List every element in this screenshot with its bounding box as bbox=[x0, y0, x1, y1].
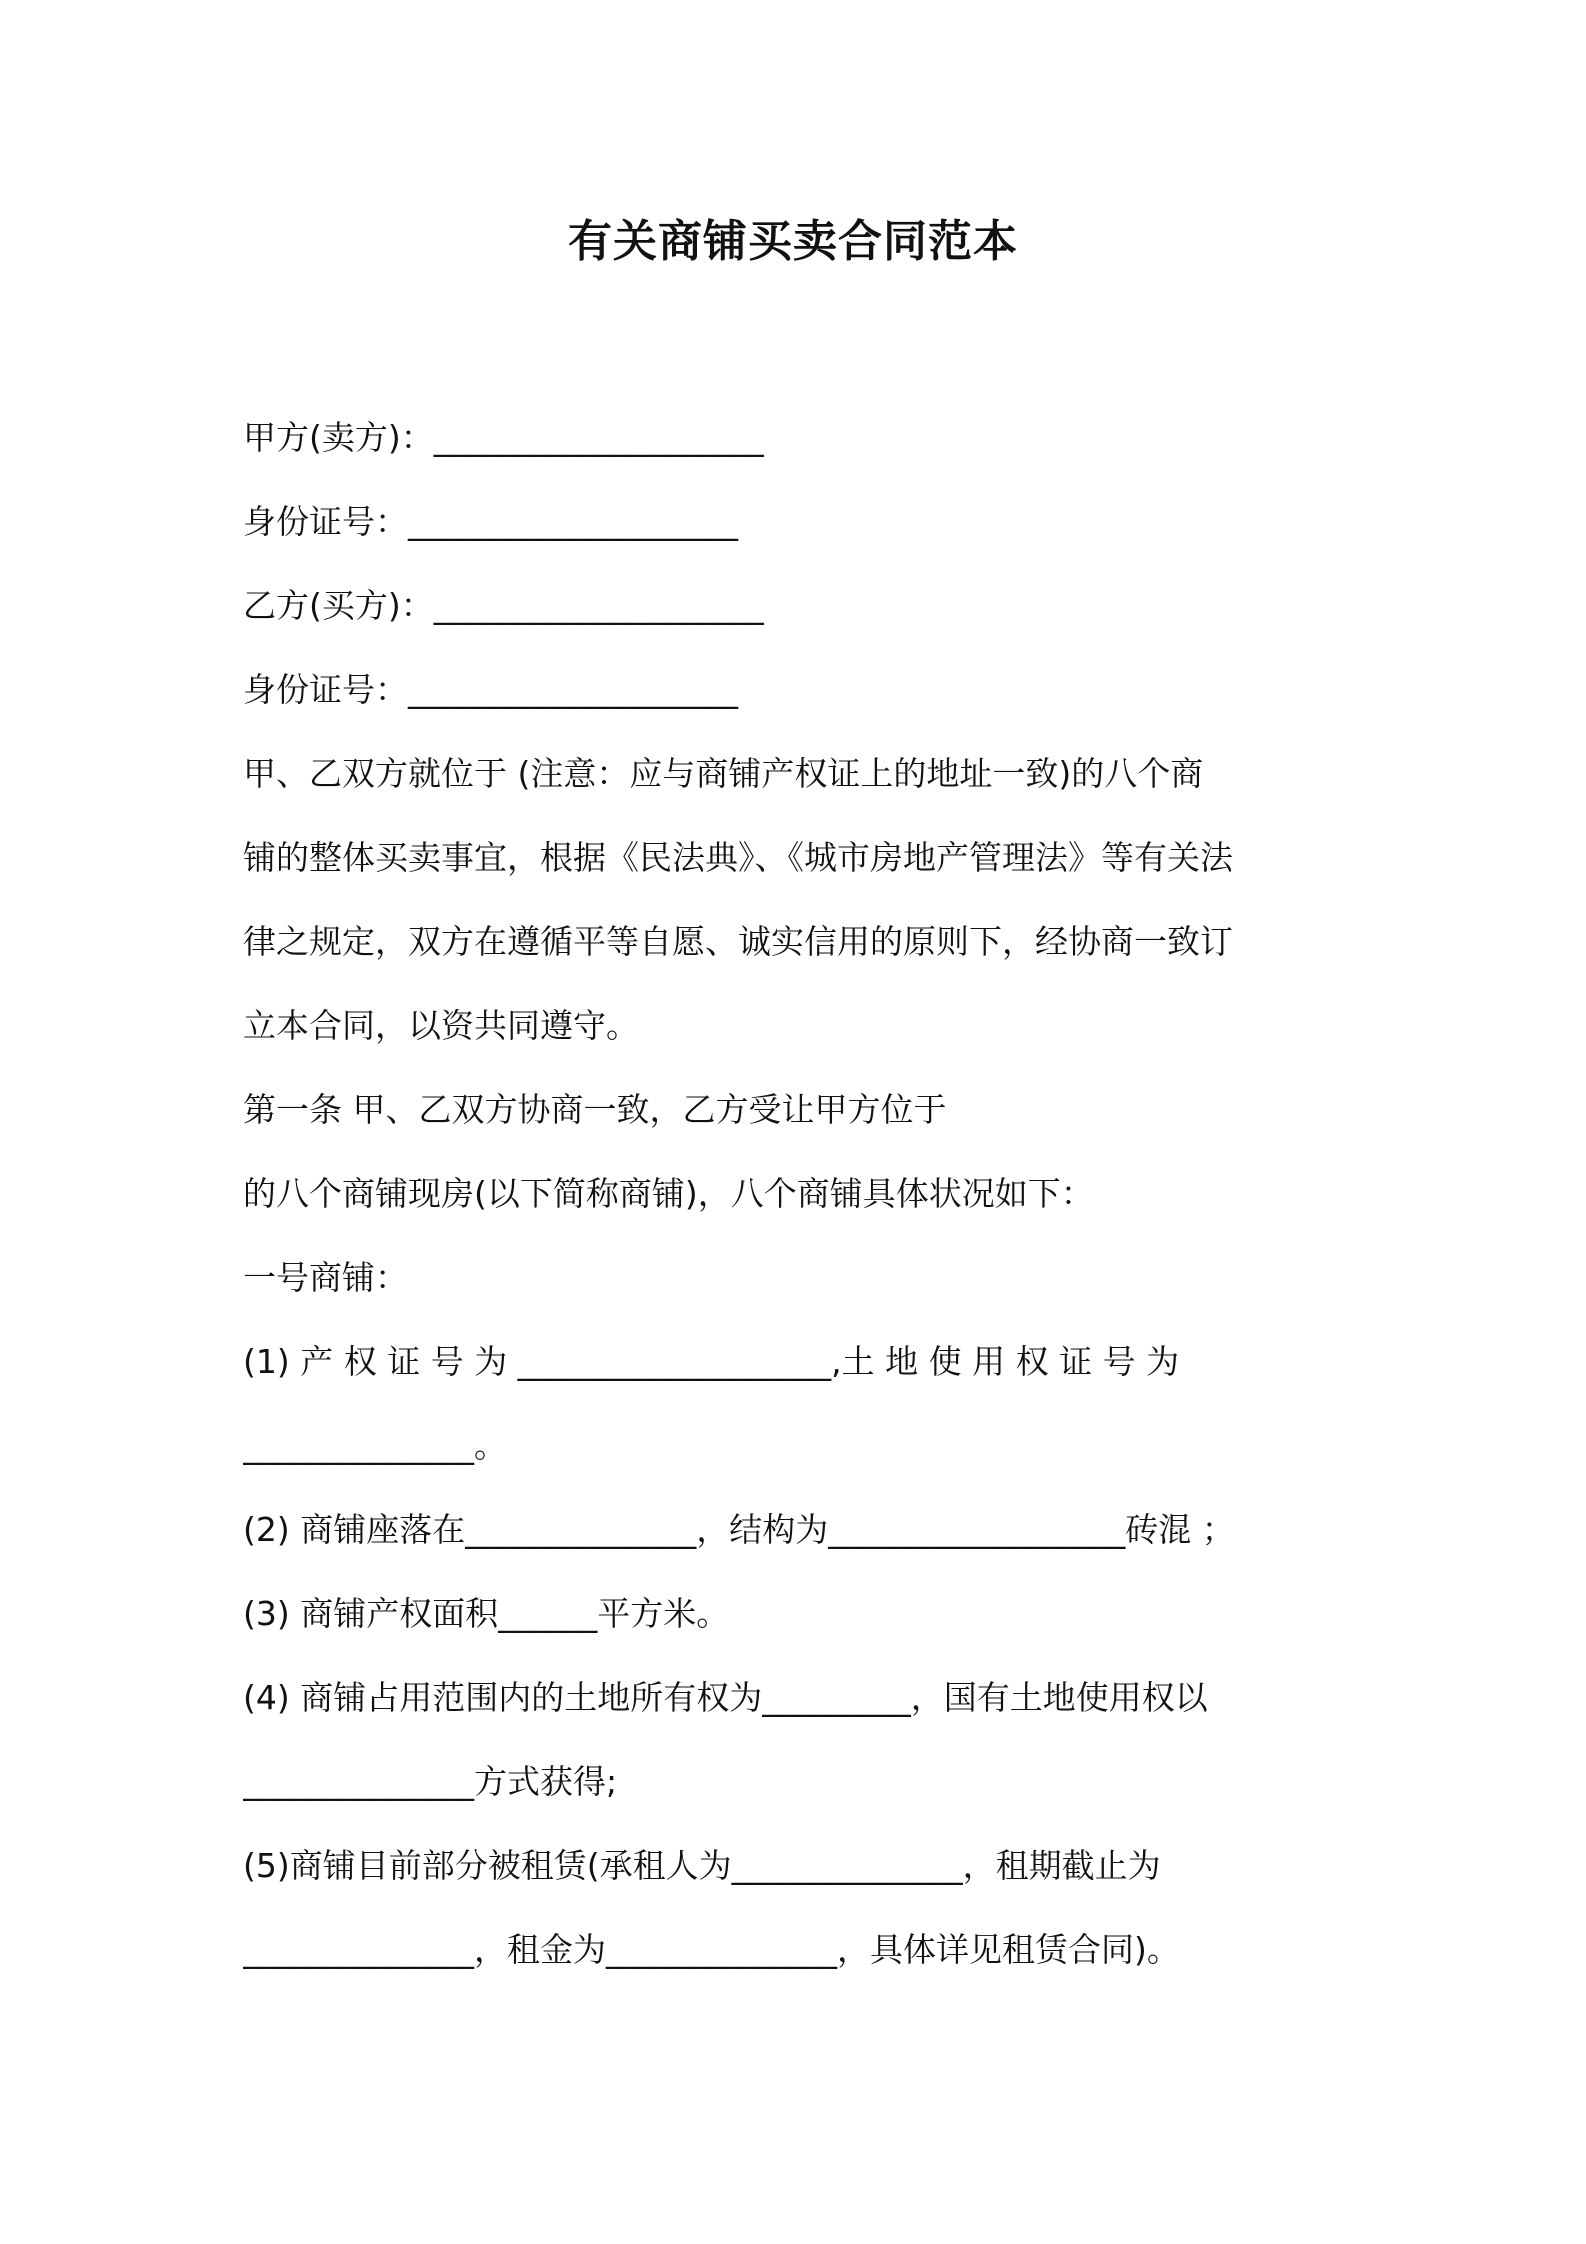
item-1-line-1: (1) 产 权 证 号 为 ___________________,土 地 使 用 权 证 号 为 bbox=[243, 1342, 1180, 1381]
article-1-line-2: 的八个商铺现房(以下简称商铺)，八个商铺具体状况如下： bbox=[243, 1174, 1094, 1213]
party-b-line: 乙方(买方)：____________________ bbox=[243, 586, 764, 625]
party-a-id-line: 身份证号：____________________ bbox=[243, 502, 738, 541]
item-1-line-2: ______________。 bbox=[243, 1426, 507, 1465]
item-5-line-2: ______________，租金为______________，具体详见租赁合同)。 bbox=[243, 1930, 1180, 1969]
preamble-line-4: 立本合同，以资共同遵守。 bbox=[243, 1006, 639, 1045]
item-3-line: (3) 商铺产权面积______平方米。 bbox=[243, 1594, 730, 1633]
item-4-line-1: (4) 商铺占用范围内的土地所有权为_________，国有土地使用权以 bbox=[243, 1678, 1208, 1717]
document-title: 有关商铺买卖合同范本 bbox=[568, 216, 1018, 267]
preamble-line-2: 铺的整体买卖事宜，根据《民法典》、《城市房地产管理法》等有关法 bbox=[243, 838, 1233, 877]
item-4-line-2: ______________方式获得; bbox=[243, 1762, 618, 1801]
party-b-id-line: 身份证号：____________________ bbox=[243, 670, 738, 709]
item-5-line-1: (5)商铺目前部分被租赁(承租人为______________，租期截止为 bbox=[243, 1846, 1161, 1885]
item-2-line: (2) 商铺座落在______________，结构为__________________砖混 ； bbox=[243, 1510, 1235, 1549]
shop-one-heading: 一号商铺： bbox=[243, 1258, 408, 1297]
preamble-line-3: 律之规定，双方在遵循平等自愿、诚实信用的原则下，经协商一致订 bbox=[243, 922, 1233, 961]
article-1-line-1: 第一条 甲、乙双方协商一致，乙方受让甲方位于 bbox=[243, 1090, 947, 1129]
preamble-line-1: 甲、乙双方就位于 (注意：应与商铺产权证上的地址一致)的八个商 bbox=[243, 754, 1204, 793]
party-a-line: 甲方(卖方)：____________________ bbox=[243, 418, 764, 457]
